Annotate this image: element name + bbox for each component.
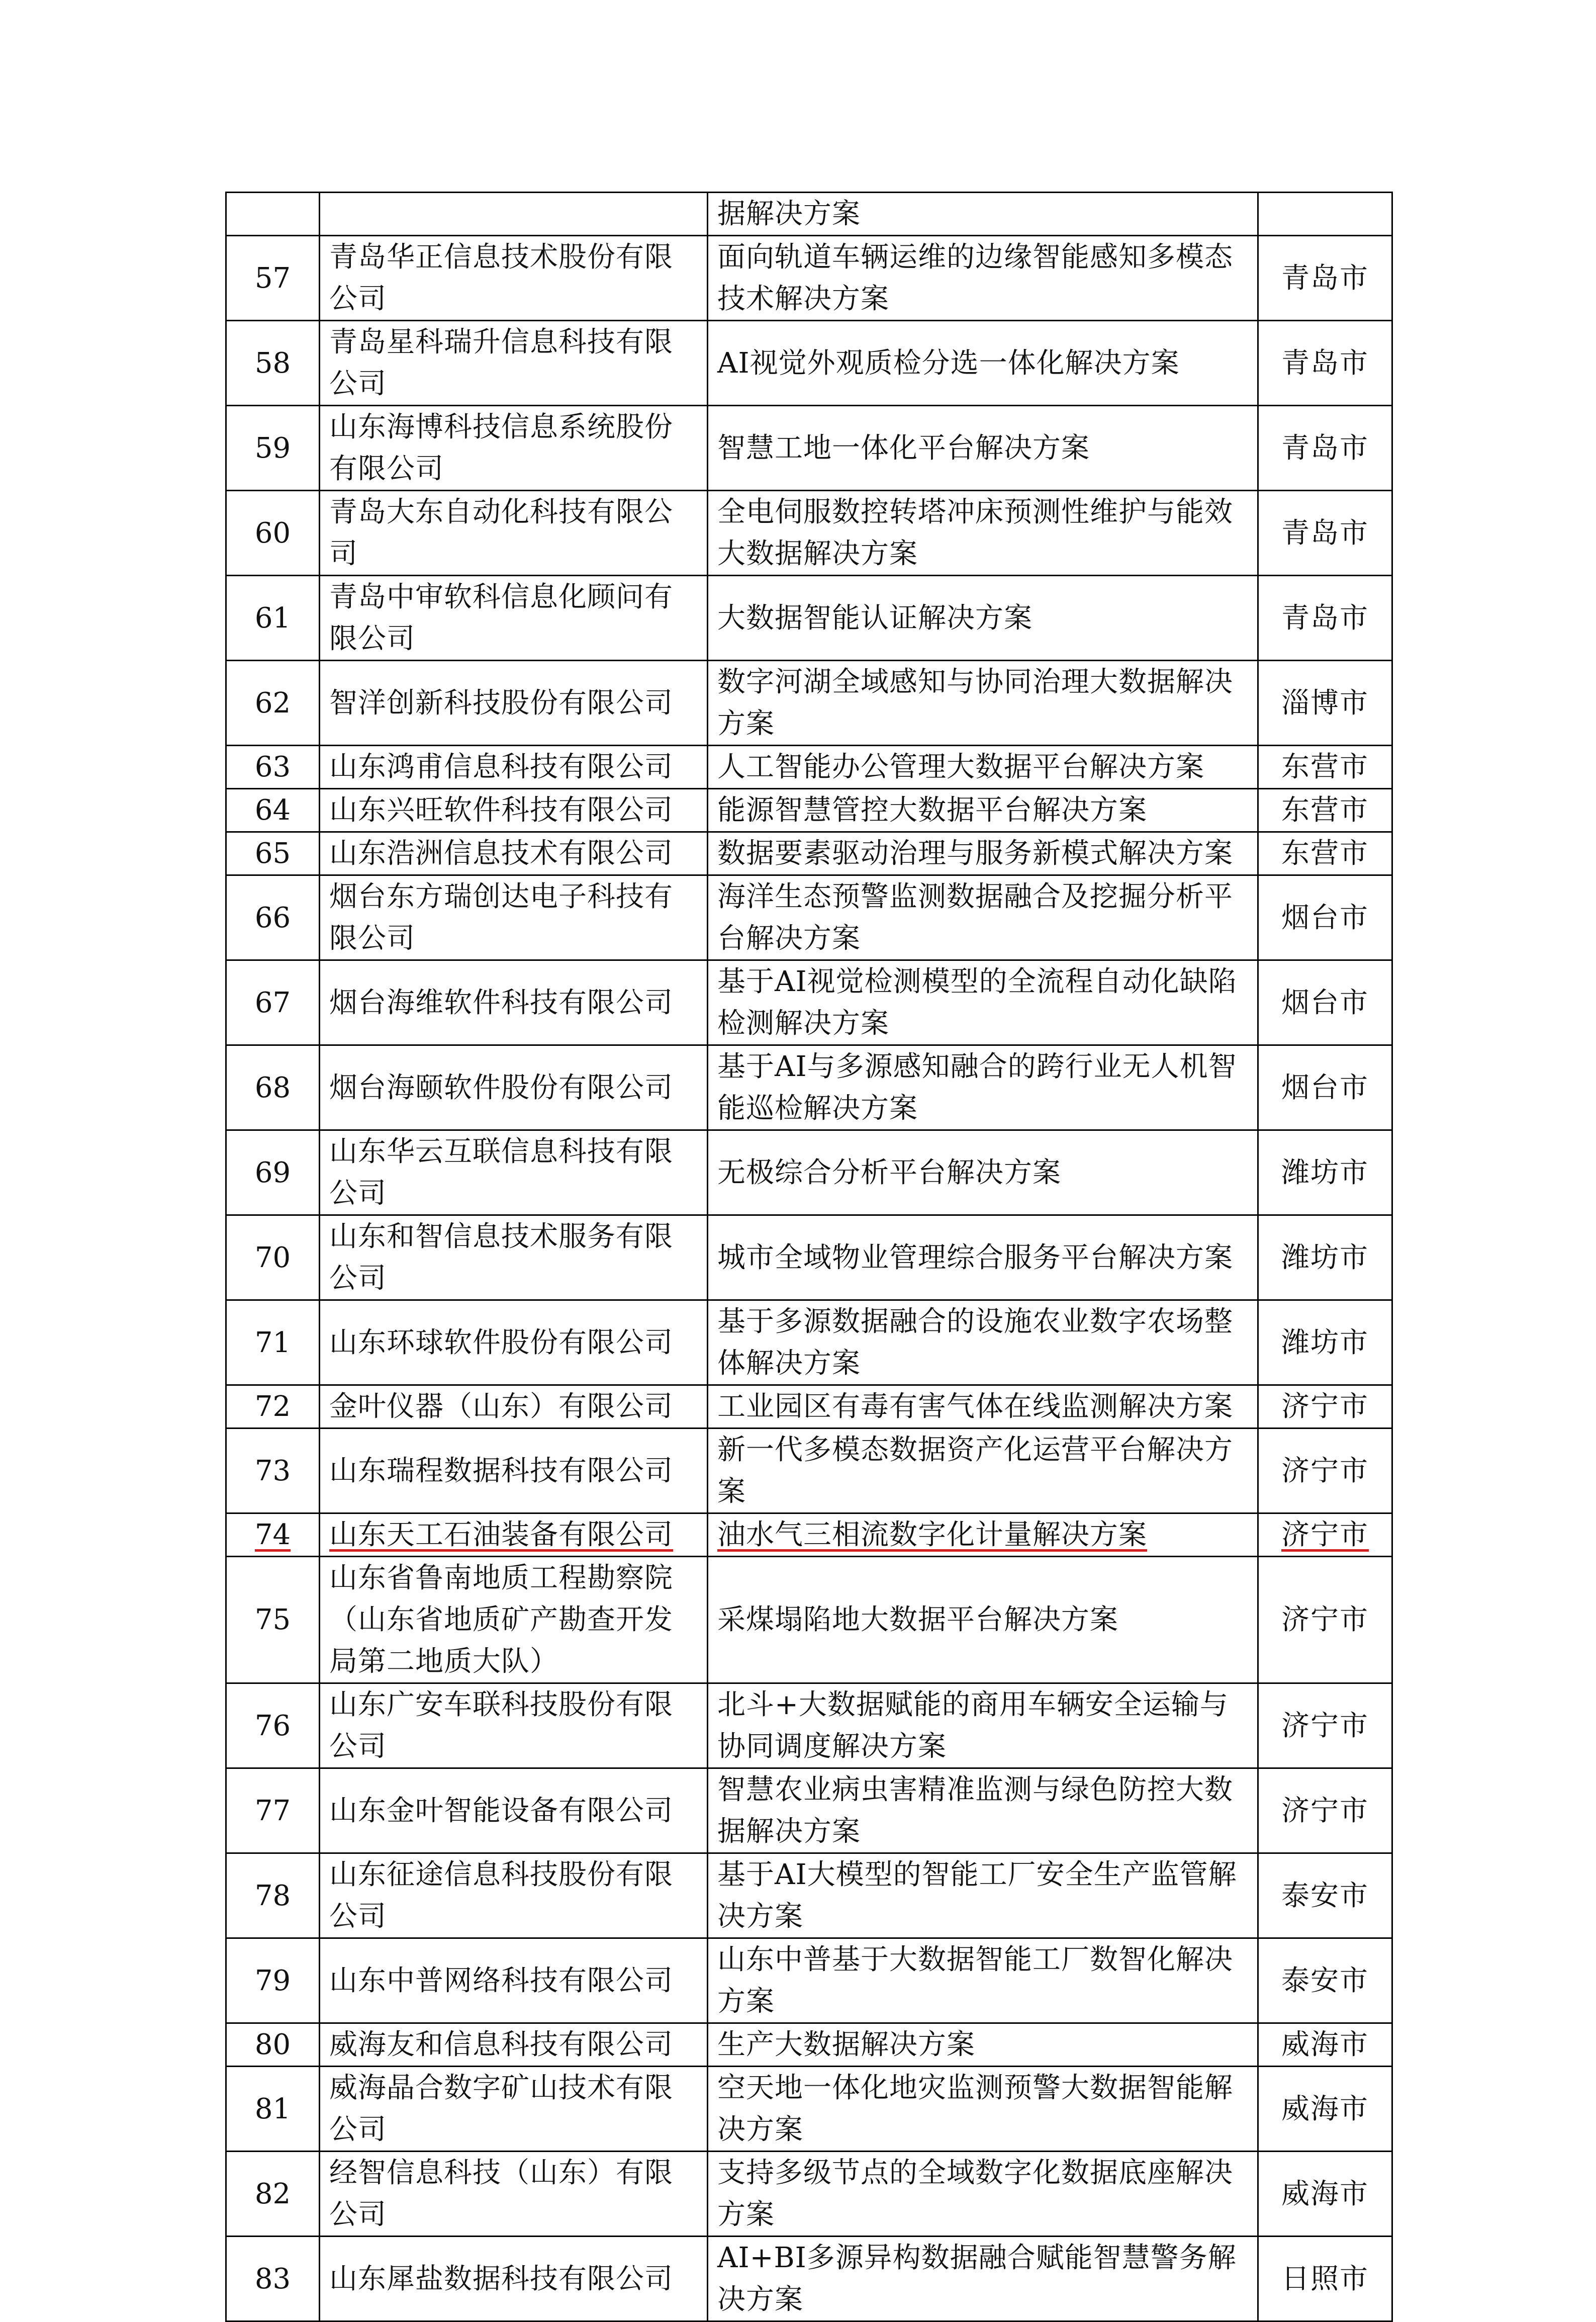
- table-row: [226, 576, 1392, 661]
- city-name: 青岛市: [1258, 576, 1392, 661]
- solution-name: 支持多级节点的全域数字化数据底座解决方案: [708, 2152, 1258, 2237]
- city-name: 济宁市: [1258, 1385, 1392, 1428]
- solution-name: 面向轨道车辆运维的边缘智能感知多模态技术解决方案: [708, 236, 1258, 321]
- company-name: 山东鸿甫信息科技有限公司: [320, 746, 708, 789]
- solution-name: 新一代多模态数据资产化运营平台解决方案: [708, 1428, 1258, 1513]
- company-name: 山东广安车联科技股份有限公司: [320, 1683, 708, 1768]
- company-name: 山东征途信息科技股份有限公司: [320, 1853, 708, 1938]
- company-name: 青岛大东自动化科技有限公司: [320, 491, 708, 576]
- city-name: 济宁市: [1258, 1768, 1392, 1853]
- row-number: 71: [226, 1300, 320, 1385]
- table-row: [226, 1385, 1392, 1428]
- city-name: 潍坊市: [1258, 1130, 1392, 1215]
- solution-name: 城市全域物业管理综合服务平台解决方案: [708, 1215, 1258, 1300]
- row-number: 69: [226, 1130, 320, 1215]
- company-name: 山东金叶智能设备有限公司: [320, 1768, 708, 1853]
- city-name: 烟台市: [1258, 1045, 1392, 1130]
- city-name: 泰安市: [1258, 1853, 1392, 1938]
- company-name: 经智信息科技（山东）有限公司: [320, 2152, 708, 2237]
- company-name: 智洋创新科技股份有限公司: [320, 661, 708, 746]
- table-row: [226, 1557, 1392, 1683]
- row-number: 76: [226, 1683, 320, 1768]
- table-row: [226, 832, 1392, 875]
- row-number: 58: [226, 321, 320, 406]
- company-name: [320, 193, 708, 236]
- solution-name: 基于AI大模型的智能工厂安全生产监管解决方案: [708, 1853, 1258, 1938]
- solution-name: 人工智能办公管理大数据平台解决方案: [708, 746, 1258, 789]
- table-row: [226, 1045, 1392, 1130]
- company-name: 山东华云互联信息科技有限公司: [320, 1130, 708, 1215]
- solution-name: 油水气三相流数字化计量解决方案: [708, 1513, 1258, 1557]
- company-name: 山东海博科技信息系统股份有限公司: [320, 406, 708, 491]
- row-number: 73: [226, 1428, 320, 1513]
- table-row: [226, 1513, 1392, 1557]
- city-name: 淄博市: [1258, 661, 1392, 746]
- row-number: 66: [226, 875, 320, 960]
- company-name: 山东瑞程数据科技有限公司: [320, 1428, 708, 1513]
- solution-name: 北斗+大数据赋能的商用车辆安全运输与协同调度解决方案: [708, 1683, 1258, 1768]
- table-row: [226, 1215, 1392, 1300]
- table-row: [226, 236, 1392, 321]
- company-name: 青岛中审软科信息化顾问有限公司: [320, 576, 708, 661]
- row-number: 60: [226, 491, 320, 576]
- city-name: 济宁市: [1258, 1557, 1392, 1683]
- city-name: 潍坊市: [1258, 1300, 1392, 1385]
- company-name: 山东兴旺软件科技有限公司: [320, 789, 708, 832]
- row-number: 64: [226, 789, 320, 832]
- table-row: [226, 2237, 1392, 2321]
- city-name: 烟台市: [1258, 875, 1392, 960]
- company-name: 山东浩洲信息技术有限公司: [320, 832, 708, 875]
- table-row: [226, 2023, 1392, 2067]
- row-number: 83: [226, 2237, 320, 2321]
- solution-name: 智慧农业病虫害精准监测与绿色防控大数据解决方案: [708, 1768, 1258, 1853]
- table-row: [226, 1768, 1392, 1853]
- row-number: 81: [226, 2067, 320, 2152]
- table-row: [226, 746, 1392, 789]
- company-name: 威海友和信息科技有限公司: [320, 2023, 708, 2067]
- city-name: 青岛市: [1258, 321, 1392, 406]
- table-row: [226, 2067, 1392, 2152]
- row-number: 63: [226, 746, 320, 789]
- city-name: 济宁市: [1258, 1428, 1392, 1513]
- solutions-table: [225, 192, 1393, 2322]
- solution-name: 基于多源数据融合的设施农业数字农场整体解决方案: [708, 1300, 1258, 1385]
- table-row: [226, 875, 1392, 960]
- city-name: 青岛市: [1258, 491, 1392, 576]
- city-name: 青岛市: [1258, 406, 1392, 491]
- row-number: 74: [226, 1513, 320, 1557]
- city-name: 东营市: [1258, 789, 1392, 832]
- table-row: [226, 1300, 1392, 1385]
- company-name: 山东环球软件股份有限公司: [320, 1300, 708, 1385]
- company-name: 烟台东方瑞创达电子科技有限公司: [320, 875, 708, 960]
- company-name: 山东中普网络科技有限公司: [320, 1938, 708, 2023]
- table-row: [226, 1428, 1392, 1513]
- company-name: 烟台海颐软件股份有限公司: [320, 1045, 708, 1130]
- company-name: 山东犀盐数据科技有限公司: [320, 2237, 708, 2321]
- solution-name: 能源智慧管控大数据平台解决方案: [708, 789, 1258, 832]
- row-number: 68: [226, 1045, 320, 1130]
- city-name: 威海市: [1258, 2023, 1392, 2067]
- company-name: 威海晶合数字矿山技术有限公司: [320, 2067, 708, 2152]
- solution-name: 海洋生态预警监测数据融合及挖掘分析平台解决方案: [708, 875, 1258, 960]
- city-name: 日照市: [1258, 2237, 1392, 2321]
- city-name: 东营市: [1258, 746, 1392, 789]
- company-name: 山东省鲁南地质工程勘察院（山东省地质矿产勘查开发局第二地质大队）: [320, 1557, 708, 1683]
- row-number: 80: [226, 2023, 320, 2067]
- solution-name: 采煤塌陷地大数据平台解决方案: [708, 1557, 1258, 1683]
- table-row: [226, 1938, 1392, 2023]
- table-row: [226, 193, 1392, 236]
- city-name: 泰安市: [1258, 1938, 1392, 2023]
- city-name: 东营市: [1258, 832, 1392, 875]
- table-row: [226, 789, 1392, 832]
- company-name: 山东和智信息技术服务有限公司: [320, 1215, 708, 1300]
- row-number: 65: [226, 832, 320, 875]
- solution-name: AI+BI多源异构数据融合赋能智慧警务解决方案: [708, 2237, 1258, 2321]
- row-number: 79: [226, 1938, 320, 2023]
- city-name: 威海市: [1258, 2152, 1392, 2237]
- row-number: 59: [226, 406, 320, 491]
- city-name: 潍坊市: [1258, 1215, 1392, 1300]
- row-number: 75: [226, 1557, 320, 1683]
- solution-name: 无极综合分析平台解决方案: [708, 1130, 1258, 1215]
- company-name: 金叶仪器（山东）有限公司: [320, 1385, 708, 1428]
- row-number: 62: [226, 661, 320, 746]
- city-name: [1258, 193, 1392, 236]
- row-number: 67: [226, 960, 320, 1045]
- company-name: 烟台海维软件科技有限公司: [320, 960, 708, 1045]
- city-name: 青岛市: [1258, 236, 1392, 321]
- table-row: [226, 960, 1392, 1045]
- solution-name: 工业园区有毒有害气体在线监测解决方案: [708, 1385, 1258, 1428]
- table-row: [226, 321, 1392, 406]
- solution-name: 基于AI视觉检测模型的全流程自动化缺陷检测解决方案: [708, 960, 1258, 1045]
- row-number: 77: [226, 1768, 320, 1853]
- solution-name: 山东中普基于大数据智能工厂数智化解决方案: [708, 1938, 1258, 2023]
- company-name: 青岛星科瑞升信息科技有限公司: [320, 321, 708, 406]
- table-row: [226, 491, 1392, 576]
- solution-name: 数字河湖全域感知与协同治理大数据解决方案: [708, 661, 1258, 746]
- row-number: 72: [226, 1385, 320, 1428]
- table-row: [226, 406, 1392, 491]
- solution-name: 大数据智能认证解决方案: [708, 576, 1258, 661]
- row-number: 78: [226, 1853, 320, 1938]
- solution-name: AI视觉外观质检分选一体化解决方案: [708, 321, 1258, 406]
- city-name: 烟台市: [1258, 960, 1392, 1045]
- solution-name: 数据要素驱动治理与服务新模式解决方案: [708, 832, 1258, 875]
- city-name: 威海市: [1258, 2067, 1392, 2152]
- solution-name: 智慧工地一体化平台解决方案: [708, 406, 1258, 491]
- solution-name: 基于AI与多源感知融合的跨行业无人机智能巡检解决方案: [708, 1045, 1258, 1130]
- row-number: 70: [226, 1215, 320, 1300]
- company-name: 山东天工石油装备有限公司: [320, 1513, 708, 1557]
- table-row: [226, 661, 1392, 746]
- table-row: [226, 2152, 1392, 2237]
- row-number: 57: [226, 236, 320, 321]
- company-name: 青岛华正信息技术股份有限公司: [320, 236, 708, 321]
- row-number: 82: [226, 2152, 320, 2237]
- solution-name: 生产大数据解决方案: [708, 2023, 1258, 2067]
- solution-name: 全电伺服数控转塔冲床预测性维护与能效大数据解决方案: [708, 491, 1258, 576]
- table-row: [226, 1683, 1392, 1768]
- table-row: [226, 1130, 1392, 1215]
- city-name: 济宁市: [1258, 1683, 1392, 1768]
- row-number: 61: [226, 576, 320, 661]
- solution-name: 据解决方案: [708, 193, 1258, 236]
- table-row: [226, 1853, 1392, 1938]
- city-name: 济宁市: [1258, 1513, 1392, 1557]
- row-number: [226, 193, 320, 236]
- solution-name: 空天地一体化地灾监测预警大数据智能解决方案: [708, 2067, 1258, 2152]
